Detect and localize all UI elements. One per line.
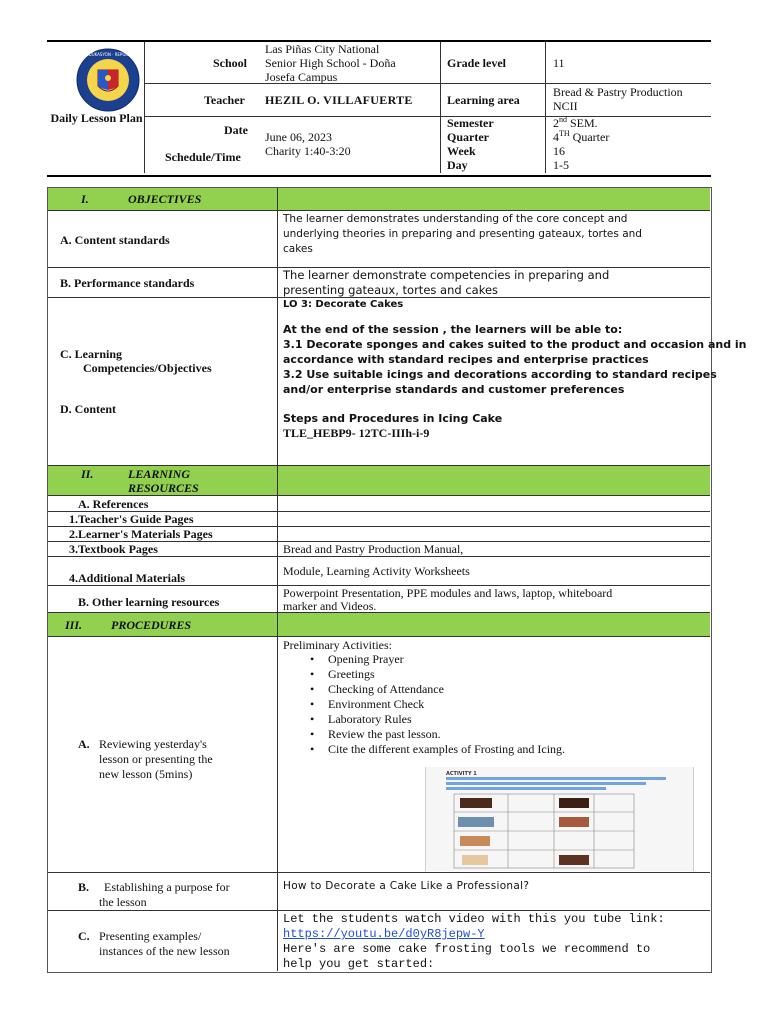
school-value-3: Josefa Campus: [265, 70, 338, 84]
examples-letter: C.: [78, 929, 90, 943]
competencies-label-1: C. Learning: [60, 347, 123, 361]
youtube-link[interactable]: https://youtu.be/d0yR8jepw-Y: [283, 927, 485, 941]
list-item: • Checking of Attendance: [328, 682, 703, 697]
school-value-1: Las Piñas City National: [265, 42, 380, 56]
resources-num: II.: [81, 467, 94, 481]
objectives-intro: At the end of the session , the learners will be able to:: [283, 323, 623, 336]
day-value: 1-5: [553, 158, 569, 172]
performance-text-1: The learner demonstrate competencies in preparing and: [283, 268, 610, 282]
list-item: • Environment Check: [328, 697, 703, 712]
content-standards-text-2: underlying theories in preparing and presenting gateaux, tortes and: [283, 228, 642, 240]
performance-standards-label: B. Performance standards: [60, 276, 195, 290]
schedule-label: Schedule/Time: [165, 150, 241, 164]
teacher-label: Teacher: [204, 93, 245, 107]
worksheet-heading: ACTIVITY 1: [446, 771, 477, 777]
performance-text-2: presenting gateaux, tortes and cakes: [283, 283, 499, 297]
purpose-label-1: Establishing a purpose for: [104, 880, 230, 894]
grade-label: Grade level: [447, 56, 506, 70]
examples-label-1: Presenting examples/: [99, 929, 202, 943]
purpose-letter: B.: [78, 880, 90, 894]
competency-code: TLE_HEBP9- 12TC-IIIh-i-9: [283, 426, 430, 440]
objective-1-line-2: accordance with standard recipes and enterprise practices: [283, 353, 649, 366]
semester-label: Semester: [447, 116, 494, 130]
lo-title: LO 3: Decorate Cakes: [283, 299, 404, 310]
other-resources-label: B. Other learning resources: [78, 595, 220, 609]
other-resources-value-1: Powerpoint Presentation, PPE modules and laws, laptop, whiteboard: [283, 586, 613, 600]
review-letter: A.: [78, 737, 90, 751]
list-item: • Cite the different examples of Frosting and Icing.: [328, 742, 703, 757]
resources-title-2: RESOURCES: [128, 481, 199, 495]
purpose-label-2: the lesson: [99, 895, 147, 909]
date-value: June 06, 2023: [265, 130, 332, 144]
other-resources-value-2: marker and Videos.: [283, 599, 377, 613]
logo-text: KAGAWARAN NG EDUKASYON · REPUBLIKA NG PILIPINAS: [51, 52, 165, 57]
plan-title: Daily Lesson Plan: [50, 111, 143, 125]
objectives-num: I.: [81, 192, 89, 206]
content-standards-text-1: The learner demonstrates understanding of the core concept and: [283, 213, 628, 225]
content-standards-text-3: cakes: [283, 243, 313, 255]
area-value-1: Bread & Pastry Production: [553, 85, 683, 99]
textbook-value: Bread and Pastry Production Manual,: [283, 542, 464, 556]
teacher-value: HEZIL O. VILLAFUERTE: [265, 93, 413, 107]
objective-1-line-1: 3.1 Decorate sponges and cakes suited to the product and occasion and in: [283, 338, 747, 351]
schedule-value: Charity 1:40-3:20: [265, 144, 351, 158]
objective-2-line-2: and/or enterprise standards and customer preferences: [283, 383, 625, 396]
school-value-2: Senior High School - Doña: [265, 56, 396, 70]
additional-materials-label: 4.Additional Materials: [69, 571, 185, 585]
grade-value: 11: [553, 56, 565, 70]
deped-logo: [51, 48, 165, 112]
date-label: Date: [224, 123, 248, 137]
references-label: A. References: [78, 497, 149, 511]
purpose-text: How to Decorate a Cake Like a Professional?: [283, 880, 530, 892]
content-standards-label: A. Content standards: [60, 233, 170, 247]
quarter-label: Quarter: [447, 130, 489, 144]
objectives-title: OBJECTIVES: [128, 192, 202, 206]
additional-materials-value: Module, Learning Activity Worksheets: [283, 564, 470, 578]
examples-label-2: instances of the new lesson: [99, 944, 230, 958]
content-title: Steps and Procedures in Icing Cake: [283, 412, 503, 425]
teachers-guide-label: 1.Teacher's Guide Pages: [69, 512, 194, 526]
examples-line-3: Here's are some cake frosting tools we recommend to: [283, 942, 651, 956]
day-label: Day: [447, 158, 468, 172]
examples-line-1: Let the students watch video with this you tube link:: [283, 912, 665, 926]
semester-value: 2nd SEM.: [553, 115, 598, 130]
prelim-title: Preliminary Activities:: [283, 638, 392, 652]
resources-title-1: LEARNING: [128, 467, 191, 481]
objective-2-line-1: 3.2 Use suitable icings and decorations according to standard recipes: [283, 368, 717, 381]
competencies-label-2: Competencies/Objectives: [83, 361, 212, 375]
textbook-label: 3.Textbook Pages: [69, 542, 158, 556]
review-label-2: lesson or presenting the: [99, 752, 213, 766]
list-item: • Greetings: [328, 667, 703, 682]
week-value: 16: [553, 144, 565, 158]
review-label-1: Reviewing yesterday's: [99, 737, 207, 751]
area-value-2: NCII: [553, 99, 578, 113]
content-label: D. Content: [60, 402, 116, 416]
procedures-num: III.: [65, 618, 83, 632]
prelim-list: [283, 652, 703, 757]
review-label-3: new lesson (5mins): [99, 767, 193, 781]
list-item: • Review the past lesson.: [328, 727, 703, 742]
school-label: School: [213, 56, 248, 70]
quarter-value: 4TH Quarter: [553, 129, 610, 144]
examples-line-4: help you get started:: [283, 957, 435, 971]
activity-worksheet-image: [425, 767, 694, 871]
learners-materials-label: 2.Learner's Materials Pages: [69, 527, 213, 541]
week-label: Week: [447, 144, 476, 158]
area-label: Learning area: [447, 93, 520, 107]
list-item: • Opening Prayer: [328, 652, 703, 667]
procedures-title: PROCEDURES: [111, 618, 192, 632]
list-item: • Laboratory Rules: [328, 712, 703, 727]
